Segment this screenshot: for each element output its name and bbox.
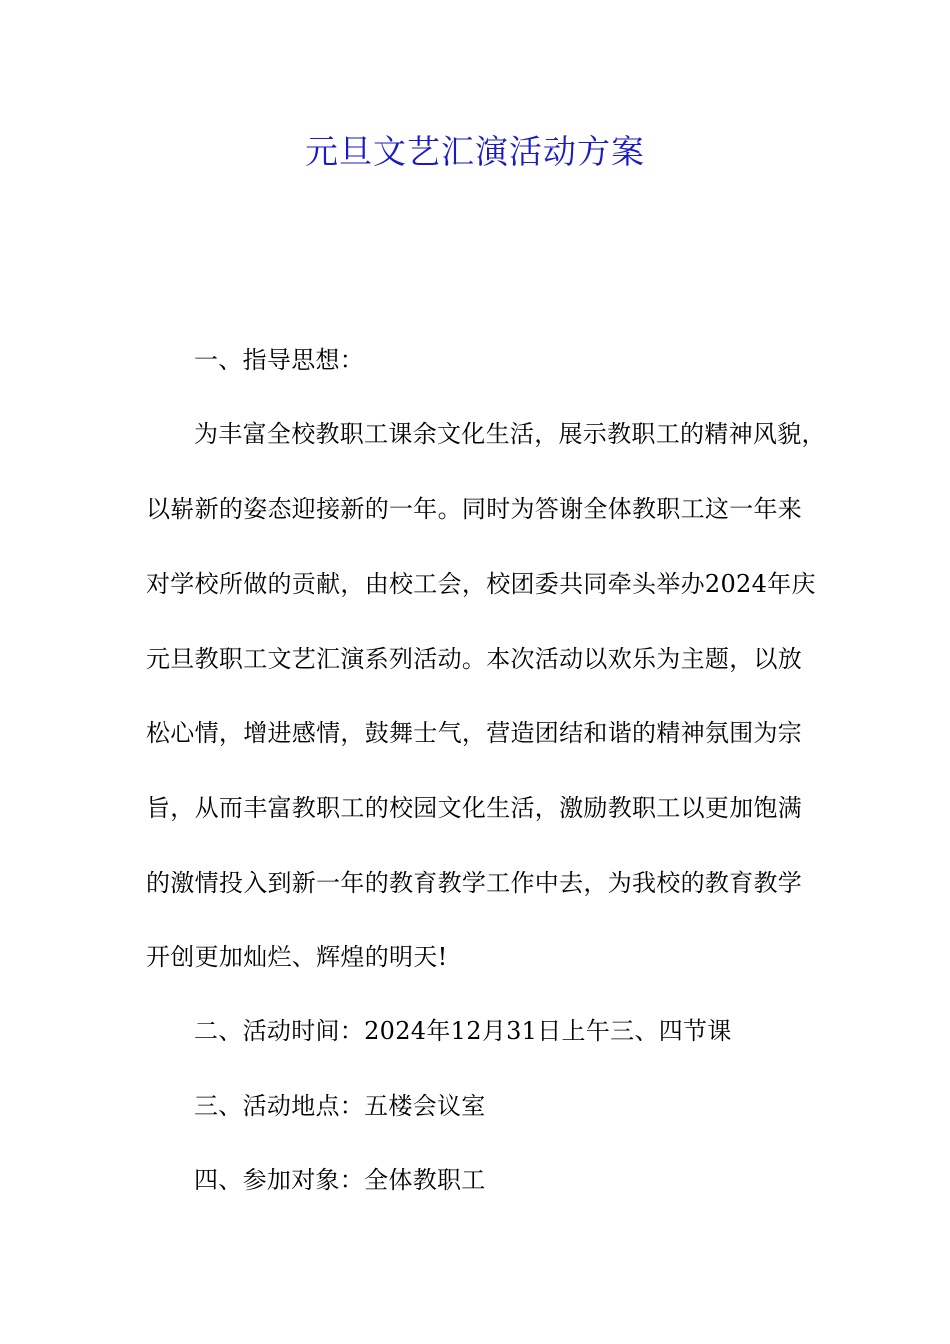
- section-3-location: 三、活动地点：五楼会议室: [194, 1092, 486, 1120]
- paragraph-1-line-5: 松心情，增进感情，鼓舞士气，营造团结和谐的精神氛围为宗: [146, 719, 803, 747]
- paragraph-1-line-6: 旨，从而丰富教职工的校园文化生活，激励教职工以更加饱满: [146, 794, 803, 822]
- paragraph-1-line-1: 为丰富全校教职工课余文化生活，展示教职工的精神风貌，: [194, 420, 826, 448]
- section-2-time: 二、活动时间：2024年12月31日上午三、四节课: [194, 1017, 732, 1045]
- paragraph-1-line-4: 元旦教职工文艺汇演系列活动。本次活动以欢乐为主题，以放: [146, 645, 803, 673]
- paragraph-1-line-3: 对学校所做的贡献，由校工会，校团委共同牵头举办2024年庆: [146, 570, 816, 598]
- document-title: 元旦文艺汇演活动方案: [305, 132, 645, 171]
- paragraph-1-line-7: 的激情投入到新一年的教育教学工作中去，为我校的教育教学: [146, 869, 803, 897]
- paragraph-1-line-2: 以崭新的姿态迎接新的一年。同时为答谢全体教职工这一年来: [146, 495, 803, 523]
- section-1-heading: 一、指导思想：: [194, 346, 365, 374]
- section-4-participants: 四、参加对象：全体教职工: [194, 1166, 486, 1194]
- paragraph-1-line-8: 开创更加灿烂、辉煌的明天!: [146, 943, 448, 971]
